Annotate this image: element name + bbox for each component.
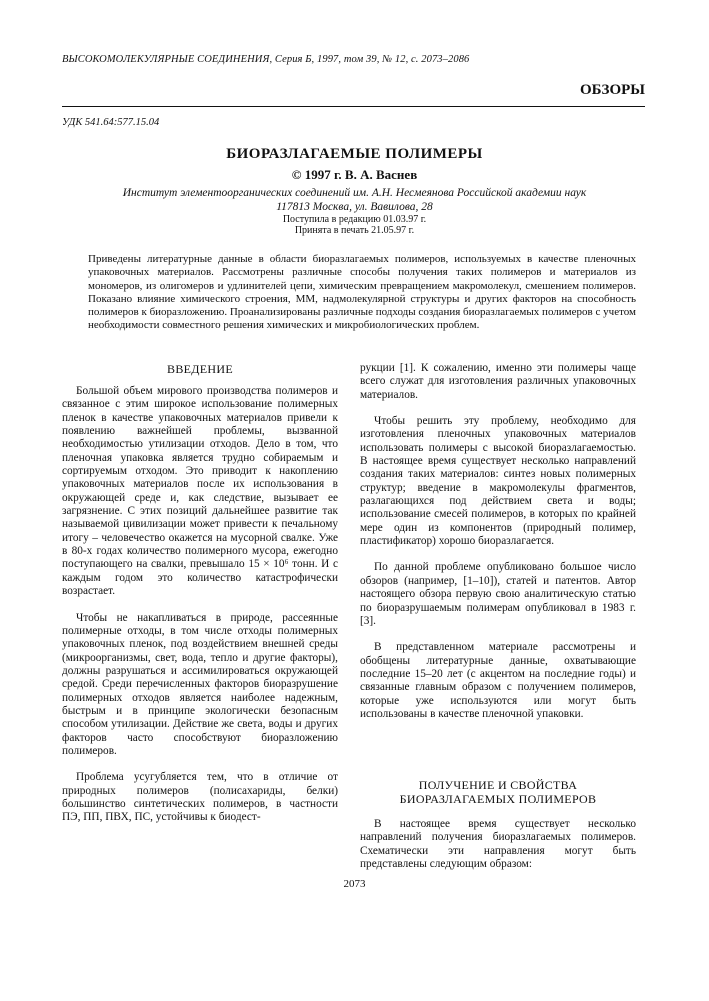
paragraph: Чтобы не накапливаться в природе, рассеянные полимерные отходы, в том числе отходы полимерных упаковочных пленок, под воздействием внешней среды (микроорганизмы, свет, вода, тепло и другие факторы), должны разрушаться и ассимилироваться окружающей средой. Среди перечисленных факторов биоразрушение полимерных отходов является наиболее надежным, быстрым и в принципе экологически безопасным способом утилизации. Действие же света, воды и других факторов часто способствуют биоразложению полимеров. [62, 611, 338, 757]
paragraph: В настоящее время существует несколько направлений получения биоразлагаемых полимеров. Схематически эти направления могут быть представлены следующим образом: [360, 818, 636, 871]
header-rule [62, 106, 645, 107]
article-title: БИОРАЗЛАГАЕМЫЕ ПОЛИМЕРЫ [226, 146, 483, 162]
accepted-date: Принята в печать 21.05.97 г. [294, 225, 415, 236]
affiliation [0, 186, 709, 214]
page-number: 2073 [343, 878, 366, 890]
right-column [360, 362, 636, 721]
section-label: ОБЗОРЫ [579, 82, 645, 98]
author-line: © 1997 г. В. А. Васнев [291, 167, 418, 182]
institution-address: 117813 Москва, ул. Вавилова, 28 [276, 201, 433, 213]
paragraph: В представленном материале рассмотрены и обобщены литературные данные, охватывающие последние 15–20 лет (с акцентом на последние годы) и связанные главным образом с получением полимеров, которые уже используются или могут быть использованы в качестве пленочной упаковки. [360, 641, 636, 720]
section-heading-preparation [360, 778, 636, 806]
paragraph: Проблема усугубляется тем, что в отличие от природных полимеров (полисахариды, белки) большинство синтетических полимеров, в частности ПЭ, ПП, ПВХ, ПС, устойчивы к биодест- [62, 771, 338, 824]
institution-name: Институт элементоорганических соединений им. А.Н. Несмеянова Российской академии наук [122, 187, 587, 199]
left-column [62, 385, 338, 825]
abstract: Приведены литературные данные в области биоразлагаемых полимеров, используемых в качестве пленочных упаковочных материалов. Рассмотрены различные способы получения таких полимеров и материалов из мономеров, из олигомеров и удлинителей цепи, химическим превращением макромолекул, смешением полимеров. Показано влияние химического строения, ММ, надмолекулярной структуры и других факторов на способность полимеров к биоразложению. Проанализированы различные подходы создания биоразлагаемых полимеров с учетом необходимости совместного решения химических и микробиологических проблем. [88, 253, 636, 332]
section-heading-line: БИОРАЗЛАГАЕМЫХ ПОЛИМЕРОВ [399, 792, 597, 806]
udk-code: УДК 541.64:577.15.04 [62, 117, 160, 128]
paragraph: Большой объем мирового производства полимеров и связанное с этим широкое использование полимерных пленок в качестве упаковочных материалов привели к появлению важнейшей проблемы, вызванной необходимостью утилизации отходов. Дело в том, что пленочная упаковка является трудно собираемым и сортируемым отходом. Это приводит к накоплению упаковочных материалов после их использования в окружающей среде и, как следствие, вызывает ее загрязнение. С этих позиций дальнейшее развитие так называемой цивилизации может привести к печальному итогу – человечество окажется на мусорной свалке. Уже в 80-х годах количество полимерного мусора, ежегодно поступающего на свалки, превышало 15 × 10⁶ тонн. И с каждым годом это количество катастрофически возрастает. [62, 385, 338, 598]
received-date: Поступила в редакцию 01.03.97 г. [282, 214, 427, 225]
paragraph: По данной проблеме опубликовано большое число обзоров (например, [1–10]), статей и патентов. Автор настоящего обзора первую свою аналитическую статью по биоразрушаемым полимерам опубликовал в 1983 г. [3]. [360, 561, 636, 627]
article-dates [0, 214, 709, 236]
section-heading-introduction: ВВЕДЕНИЕ [167, 362, 233, 376]
paragraph-continued: рукции [1]. К сожалению, именно эти полимеры чаще всего служат для изготовления различных упаковочных материалов. [360, 362, 636, 401]
right-column-lower [360, 818, 636, 871]
section-heading-line: ПОЛУЧЕНИЕ И СВОЙСТВА [418, 778, 578, 792]
paragraph: Чтобы решить эту проблему, необходимо для изготовления пленочных упаковочных материалов использовать полимеры с высокой биоразлагаемостью. В настоящее время существует несколько направлений создания таких материалов: синтез новых полимерных структур; введение в макромолекулы фрагментов, разлагающихся под действием света и воды; использование смесей полимеров, в которых по крайней мере один из компонентов (природный полимер, пластификатор) хорошо биоразлагается. [360, 415, 636, 548]
journal-header: ВЫСОКОМОЛЕКУЛЯРНЫЕ СОЕДИНЕНИЯ, Серия Б, 1997, том 39, № 12, с. 2073–2086 [62, 54, 470, 65]
